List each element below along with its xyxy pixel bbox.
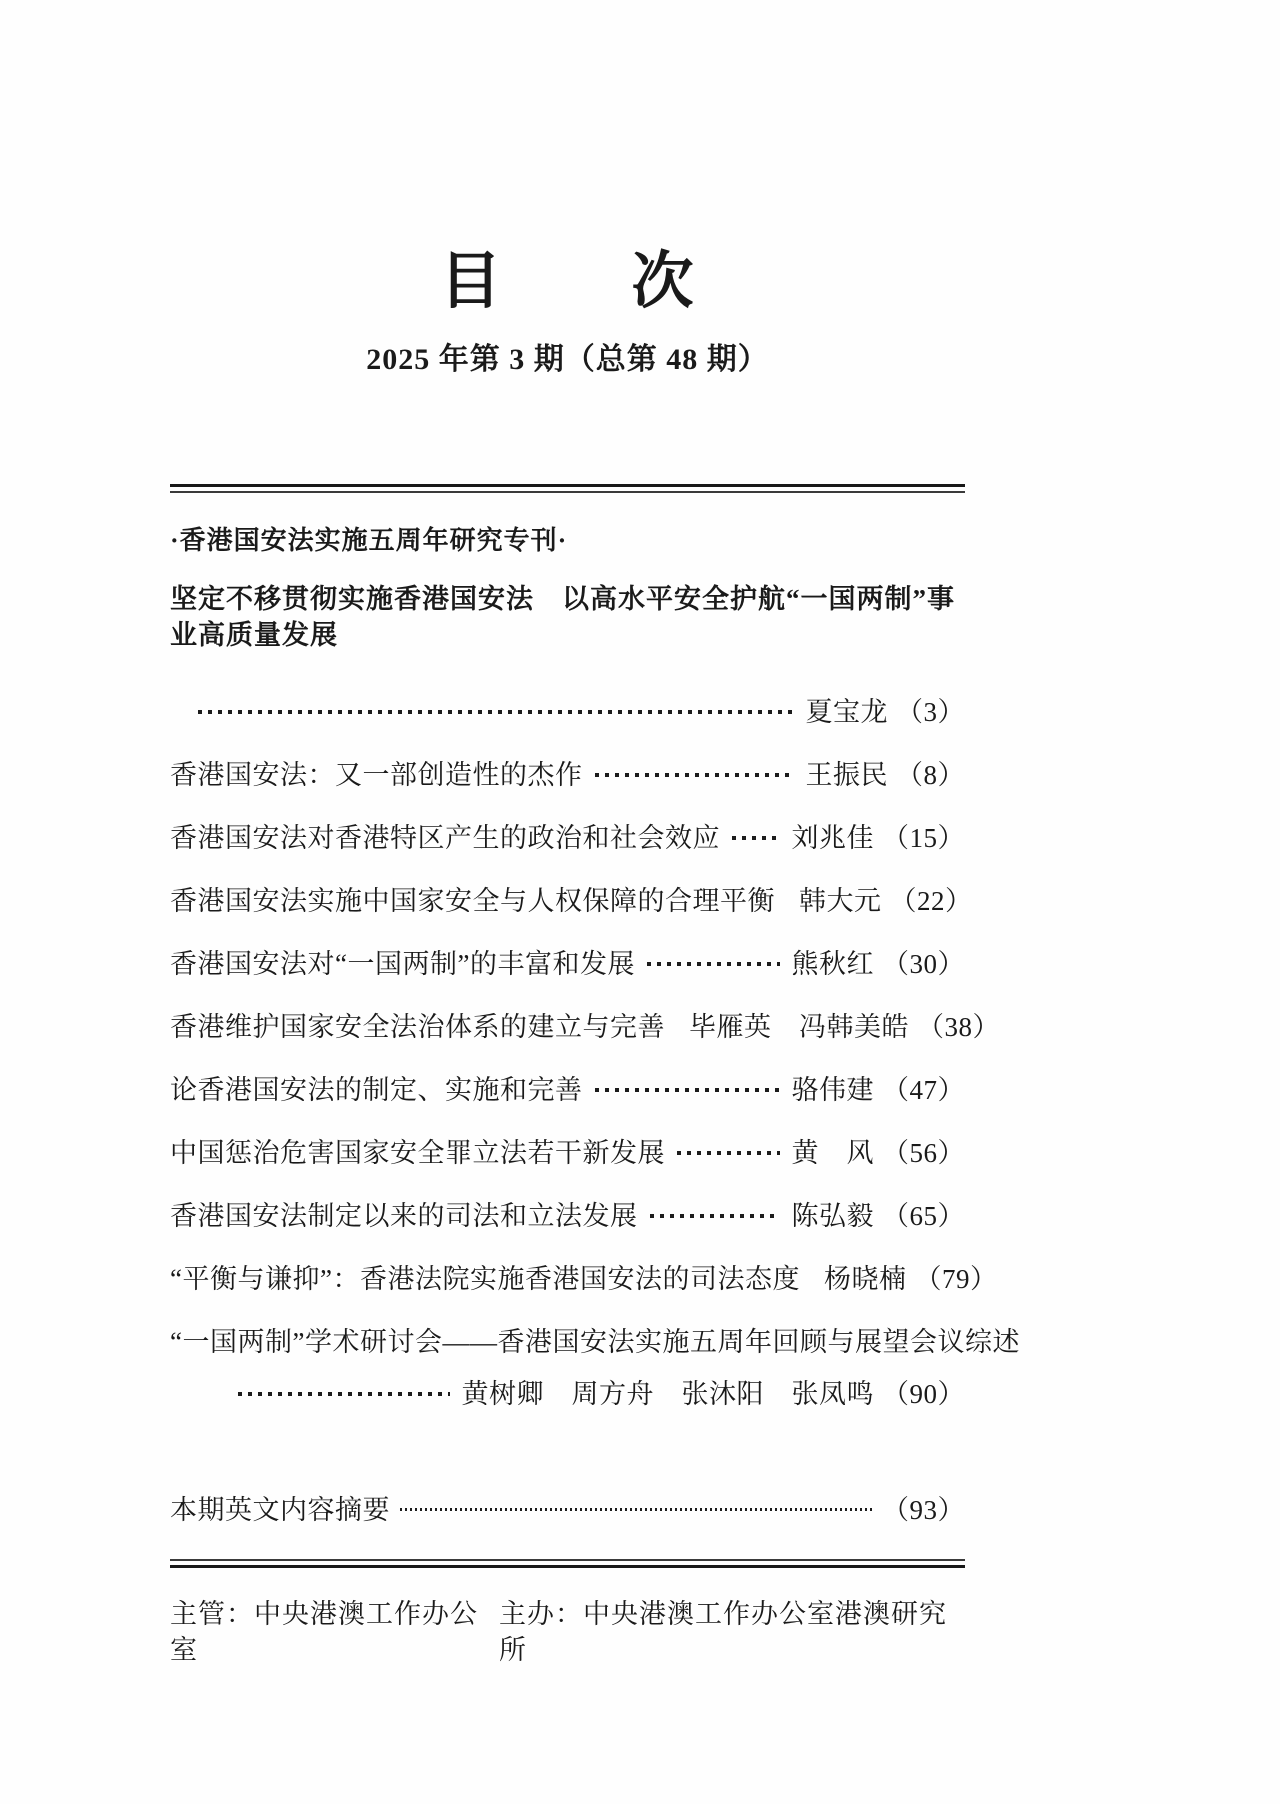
entry-page-number: （22） xyxy=(889,885,973,916)
entry-page-number: （3） xyxy=(896,696,965,727)
toc-entry xyxy=(170,758,965,792)
issue-line: 2025 年第 3 期（总第 48 期） xyxy=(366,342,769,376)
entry-page-number: （47） xyxy=(882,1074,965,1105)
entry-authors: 王振民 xyxy=(805,759,888,790)
entry-page-number: （8） xyxy=(896,759,965,790)
entry-authors: 骆伟建 xyxy=(791,1074,874,1105)
dot-leader xyxy=(647,962,780,966)
dot-leader xyxy=(238,1392,450,1396)
entry-title: 中国惩治危害国家安全罪立法若干新发展 xyxy=(170,1137,665,1168)
footer xyxy=(170,1596,965,1668)
entry-page-number: （56） xyxy=(882,1137,965,1168)
special-issue-label: ·香港国安法实施五周年研究专刊· xyxy=(170,525,568,555)
entry-title: “一国两制”学术研讨会——香港国安法实施五周年回顾与展望会议综述 xyxy=(170,1326,1020,1357)
entry-authors: 熊秋红 xyxy=(791,948,874,979)
entry-page-number: （90） xyxy=(882,1378,965,1409)
english-abstract-row xyxy=(170,1493,965,1527)
toc-entry xyxy=(170,884,973,918)
toc-entry xyxy=(170,1073,965,1107)
entry-authors: 陈弘毅 xyxy=(791,1200,874,1231)
entry-title: “平衡与谦抑”：香港法院实施香港国安法的司法态度 xyxy=(170,1263,800,1294)
toc-entry xyxy=(170,1262,998,1296)
toc-entry xyxy=(170,821,965,855)
abstract-page-number: （93） xyxy=(882,1494,965,1525)
dot-leader xyxy=(732,836,780,840)
toc-page xyxy=(170,0,1020,1668)
entry-page-number: （38） xyxy=(917,1011,1000,1042)
toc-entry xyxy=(170,947,965,981)
page-title: 目 次 xyxy=(439,248,696,316)
entry-page-number: （30） xyxy=(882,948,965,979)
entry-title: 香港国安法：又一部创造性的杰作 xyxy=(170,759,583,790)
entry-authors: 黄树卿 周方舟 张沐阳 张凤鸣 xyxy=(461,1378,874,1409)
dot-leader xyxy=(595,1088,780,1092)
entry-title: 香港国安法实施中国家安全与人权保障的合理平衡 xyxy=(170,885,775,916)
entry-authors: 刘兆佳 xyxy=(791,822,874,853)
toc-entry-title: 坚定不移贯彻实施香港国安法 以高水平安全护航“一国两制”事业高质量发展 xyxy=(170,583,955,650)
entry-title: 香港国安法对香港特区产生的政治和社会效应 xyxy=(170,822,720,853)
entry-authors: 毕雁英 冯韩美皓 xyxy=(689,1011,909,1042)
toc-entry xyxy=(170,1199,965,1233)
toc-entry-authors-row xyxy=(170,695,965,729)
toc-entry xyxy=(170,1010,1000,1044)
entry-authors: 黄 风 xyxy=(791,1137,874,1168)
toc-entry xyxy=(170,1136,965,1170)
fine-dot-leader xyxy=(400,1508,872,1511)
toc-entry-authors-row xyxy=(170,1377,965,1411)
footer-organizer: 主办：中央港澳工作办公室港澳研究所 xyxy=(498,1598,947,1665)
entry-page-number: （79） xyxy=(914,1263,998,1294)
dot-leader xyxy=(650,1214,780,1218)
entry-page-number: （65） xyxy=(882,1200,965,1231)
top-double-rule xyxy=(170,484,965,493)
dot-leader xyxy=(595,773,794,777)
entry-page-number: （15） xyxy=(882,822,965,853)
dot-leader xyxy=(198,710,794,714)
entry-title: 论香港国安法的制定、实施和完善 xyxy=(170,1074,583,1105)
entry-authors: 杨晓楠 xyxy=(823,1263,907,1294)
abstract-title: 本期英文内容摘要 xyxy=(170,1494,390,1525)
entry-title: 香港国安法对“一国两制”的丰富和发展 xyxy=(170,948,635,979)
entry-authors: 夏宝龙 xyxy=(805,696,888,727)
entry-title: 香港维护国家安全法治体系的建立与完善 xyxy=(170,1011,665,1042)
bottom-double-rule xyxy=(170,1559,965,1568)
dot-leader xyxy=(677,1151,780,1155)
toc-entry-title-row xyxy=(170,1325,1020,1359)
entry-title: 香港国安法制定以来的司法和立法发展 xyxy=(170,1200,638,1231)
footer-supervisor: 主管：中央港澳工作办公室 xyxy=(170,1598,478,1665)
entry-authors: 韩大元 xyxy=(799,885,882,916)
